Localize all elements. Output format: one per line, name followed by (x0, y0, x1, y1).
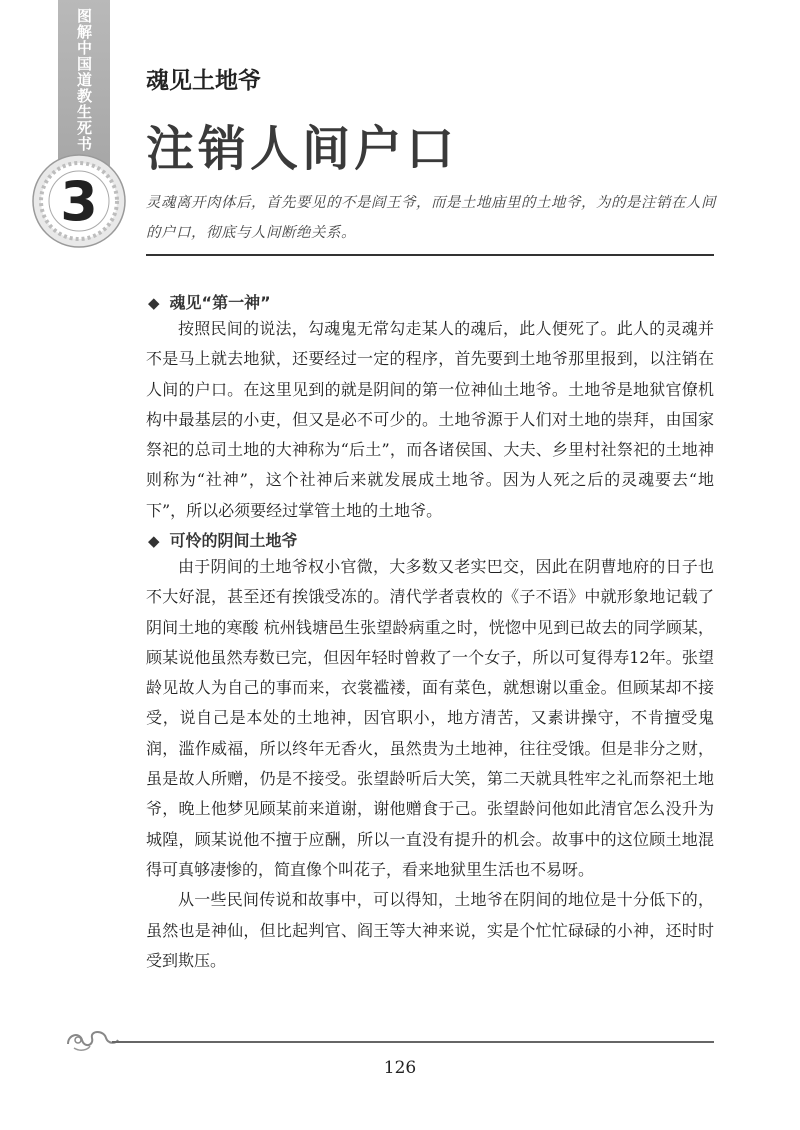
page-subtitle: 魂见土地爷 (146, 68, 261, 94)
section-body-2 (146, 552, 714, 976)
chapter-number: 3 (60, 169, 98, 233)
diamond-bullet-icon: ◆ (148, 294, 160, 312)
footer-divider (112, 1041, 714, 1043)
intro-text: 灵魂离开肉体后，首先要见的不是阎王爷，而是土地庙里的土地爷，为的是注销在人间的户口，彻底与人间断绝关系。 (146, 195, 716, 241)
diamond-bullet-icon: ◆ (148, 532, 160, 550)
section-heading-text: 可怜的阴间土地爷 (169, 531, 298, 550)
page-number: 126 (383, 1058, 417, 1078)
section-body-1 (146, 314, 714, 526)
header-divider (146, 254, 714, 256)
paragraph: 从一些民间传说和故事中，可以得知，土地爷在阴间的地位是十分低下的，虽然也是神仙，但比起判官、阎王等大神来说，实是个忙忙碌碌的小神，还时时受到欺压。 (146, 890, 714, 970)
page-title: 注销人间户口 (146, 121, 459, 177)
section-heading-text: 魂见“第一神” (169, 293, 271, 312)
book-title-vertical: 图解中国道教生死书 (75, 8, 93, 152)
paragraph: 按照民间的说法，勾魂鬼无常勾走某人的魂后，此人便死了。此人的灵魂并不是马上就去地狱，还要经过一定的程序，首先要到土地爷那里报到，以注销在人间的户口。在这里见到的就是阴间的第一位神仙土地爷。土地爷是地狱官僚机构中最基层的小吏，但又是必不可少的。土地爷源于人们对土地的崇拜，由国家祭祀的总司土地的大神称为“后土”，而各诸侯国、大夫、乡里村社祭祀的土地神则称为“社神”，这个社神后来就发展成土地爷。因为人死之后的灵魂要去“地下”，所以必须要经过掌管土地的土地爷。 (146, 319, 714, 520)
paragraph: 由于阴间的土地爷权小官微，大多数又老实巴交，因此在阴曹地府的日子也不大好混，甚至还有挨饿受冻的。清代学者袁枚的《子不语》中就形象地记载了阴间土地的寒酸 杭州钱塘邑生张望龄病重之时，恍惚中见到已故去的同学顾某，顾某说他虽然寿数已完，但因年轻时曾救了一个女子，所以可复得寿12年。张望龄见故人为自己的事而来，衣裳褴褛，面有菜色，就想谢以重金。但顾某却不接受，说自己是本处的土地神，因官职小，地方清苦，又素讲操守，不肯擅受鬼润，滥作威福，所以终年无香火，虽然贵为土地神，往往受饿。但是非分之财，虽是故人所赠，仍是不接受。张望龄听后大笑，第二天就具牲牢之礼而祭祀土地爷，晚上他梦见顾某前来道谢，谢他赠食于己。张望龄问他如此清官怎么没升为城隍，顾某说他不擅于应酬，所以一直没有提升的机会。故事中的这位顾土地混得可真够凄惨的，简直像个叫花子，看来地狱里生活也不易呀。 (146, 557, 714, 879)
cloud-scroll-icon (64, 1024, 122, 1054)
section-heading-1 (148, 290, 271, 313)
section-heading-2 (148, 528, 298, 551)
side-tab (58, 0, 110, 168)
